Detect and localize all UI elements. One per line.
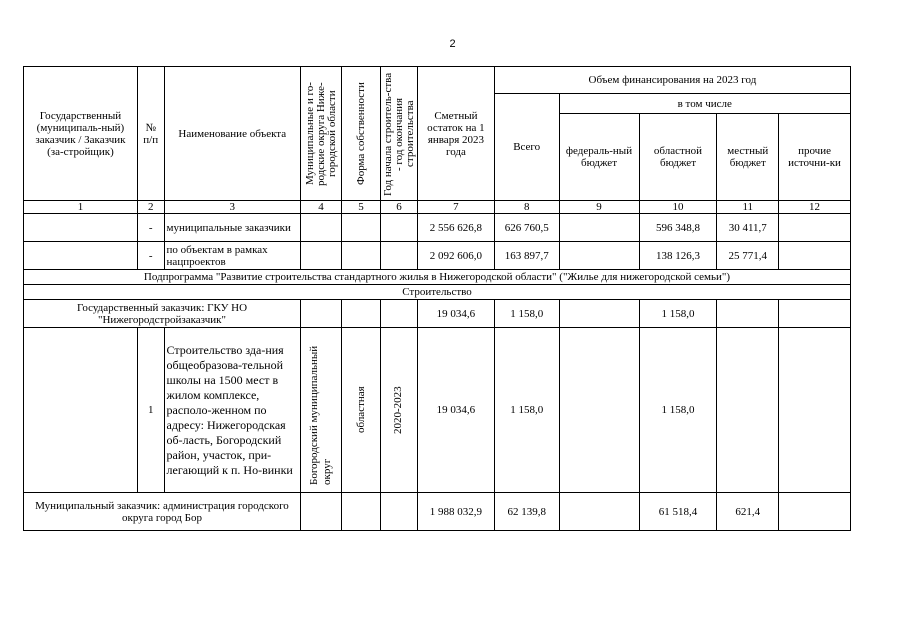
col-number: 1 <box>24 201 138 214</box>
section-title: Строительство <box>24 285 851 300</box>
col-number: 12 <box>779 201 851 214</box>
row-number: - <box>137 242 164 270</box>
header-balance: Сметный остаток на 1 января 2023 года <box>417 67 494 201</box>
header-other: прочие источни-ки <box>779 114 851 201</box>
col-number: 6 <box>381 201 418 214</box>
subprogram-title: Подпрограмма "Развитие строительства стандартного жилья в Нижегородской области" ("Жилье для нижегородской семьи") <box>24 270 851 285</box>
header-ownership <box>342 67 381 201</box>
row-balance: 2 092 606,0 <box>417 242 494 270</box>
row-name: по объектам в рамках нацпроектов <box>164 242 300 270</box>
row-balance: 1 988 032,9 <box>417 493 494 531</box>
row-name: муниципальные заказчики <box>164 214 300 242</box>
row-number: - <box>137 214 164 242</box>
col-number: 8 <box>494 201 559 214</box>
row-municipality-text: Богородский муниципальный округ <box>308 345 334 485</box>
customer-name: Муниципальный заказчик: администрация городского округа город Бор <box>24 493 301 531</box>
col-number: 3 <box>164 201 300 214</box>
page-number: 2 <box>449 38 456 50</box>
row-total: 1 158,0 <box>494 328 559 493</box>
header-object-name: Наименование объекта <box>164 67 300 201</box>
header-municipality <box>301 67 342 201</box>
table-row <box>24 493 851 531</box>
row-balance: 19 034,6 <box>417 300 494 328</box>
col-number: 2 <box>137 201 164 214</box>
financing-table <box>23 66 851 531</box>
row-regional: 61 518,4 <box>639 493 717 531</box>
table-row <box>24 214 851 242</box>
header-local: местный бюджет <box>717 114 779 201</box>
table-row <box>24 328 851 493</box>
header-federal: федераль-ный бюджет <box>559 114 639 201</box>
header-years <box>381 67 418 201</box>
customer-name: Государственный заказчик: ГКУ НО "Нижегородстройзаказчик" <box>24 300 301 328</box>
header-financing: Объем финансирования на 2023 год <box>494 67 850 94</box>
col-number: 9 <box>559 201 639 214</box>
row-name: Строительство зда-ния общеобразова-тельной школы на 1500 мест в жилом комплексе, располо-женном по адресу: Нижегородская об-ласть, Богородский район, участок, при-легающий к п. Но-винки <box>164 328 300 493</box>
header-regional: областной бюджет <box>639 114 717 201</box>
row-local: 25 771,4 <box>717 242 779 270</box>
row-regional: 138 126,3 <box>639 242 717 270</box>
header-municipality-text: Муниципальные и го-родские округа Ниже-городской области <box>303 81 338 186</box>
row-balance: 19 034,6 <box>417 328 494 493</box>
row-balance: 2 556 626,8 <box>417 214 494 242</box>
row-ownership <box>342 328 381 493</box>
row-local: 30 411,7 <box>717 214 779 242</box>
row-local: 621,4 <box>717 493 779 531</box>
header-customer: Государственный (муниципаль-ный) заказчик / Заказчик (за-стройщик) <box>24 67 138 201</box>
header-number: № п/п <box>137 67 164 201</box>
row-total: 163 897,7 <box>494 242 559 270</box>
header-including: в том числе <box>559 94 851 114</box>
header-ownership-text: Форма собственности <box>354 82 367 185</box>
row-ownership-text: областная <box>354 386 367 434</box>
col-number: 7 <box>417 201 494 214</box>
row-total: 626 760,5 <box>494 214 559 242</box>
row-regional: 1 158,0 <box>639 300 717 328</box>
col-number: 11 <box>717 201 779 214</box>
col-number: 4 <box>301 201 342 214</box>
col-number: 10 <box>639 201 717 214</box>
column-numbers-row <box>24 201 851 214</box>
row-years <box>381 328 418 493</box>
col-number: 5 <box>342 201 381 214</box>
header-total: Всего <box>494 94 559 201</box>
row-total: 62 139,8 <box>494 493 559 531</box>
header-years-text: Год начала строитель-ства - год окончания строительства <box>382 71 417 196</box>
row-years-text: 2020-2023 <box>392 386 405 434</box>
row-number: 1 <box>137 328 164 493</box>
row-municipality <box>301 328 342 493</box>
row-regional: 596 348,8 <box>639 214 717 242</box>
row-total: 1 158,0 <box>494 300 559 328</box>
row-regional: 1 158,0 <box>639 328 717 493</box>
table-row <box>24 242 851 270</box>
table-row <box>24 300 851 328</box>
